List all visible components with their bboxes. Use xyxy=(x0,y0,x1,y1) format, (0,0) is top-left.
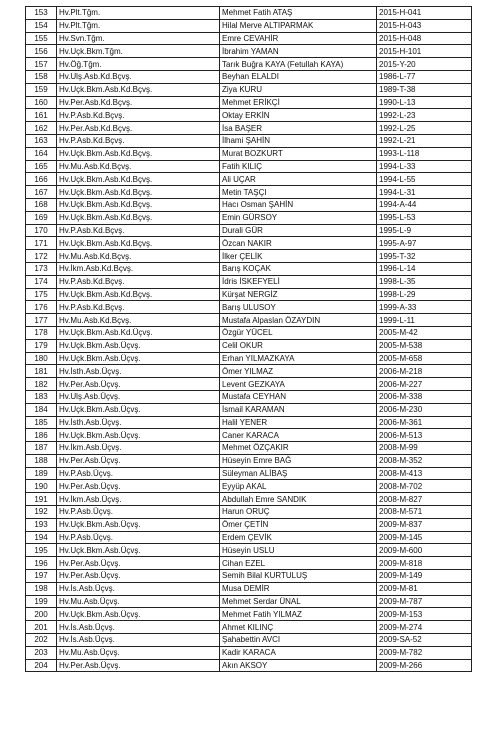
table-row xyxy=(26,262,472,275)
rank-cell: Hv.Per.Asb.Üçvş. xyxy=(57,480,220,493)
row-number-cell: 169 xyxy=(26,211,57,224)
full-name-cell: Beyhan ELALDI xyxy=(220,70,377,83)
row-number-cell: 189 xyxy=(26,467,57,480)
row-number-cell: 175 xyxy=(26,288,57,301)
rank-cell: Hv.İs.Asb.Üçvş. xyxy=(57,634,220,647)
full-name-cell: Murat BOZKURT xyxy=(220,147,377,160)
registry-number-cell: 1998-L-29 xyxy=(377,288,472,301)
rank-cell: Hv.Uçk.Bkm.Asb.Üçvş. xyxy=(57,608,220,621)
full-name-cell: Caner KARACA xyxy=(220,429,377,442)
full-name-cell: Barış ULUSOY xyxy=(220,301,377,314)
registry-number-cell: 2009-SA-52 xyxy=(377,634,472,647)
full-name-cell: İlhami ŞAHİN xyxy=(220,134,377,147)
registry-number-cell: 1995-A-97 xyxy=(377,237,472,250)
full-name-cell: Tarık Buğra KAYA (Fetullah KAYA) xyxy=(220,58,377,71)
registry-number-cell: 1994-L-33 xyxy=(377,160,472,173)
rank-cell: Hv.P.Asb.Kd.Bçvş. xyxy=(57,224,220,237)
row-number-cell: 154 xyxy=(26,19,57,32)
row-number-cell: 158 xyxy=(26,70,57,83)
full-name-cell: Süleyman ALİBAŞ xyxy=(220,467,377,480)
rank-cell: Hv.Mu.Asb.Kd.Bçvş. xyxy=(57,314,220,327)
registry-number-cell: 2008-M-99 xyxy=(377,442,472,455)
registry-number-cell: 2005-M-538 xyxy=(377,339,472,352)
full-name-cell: Abdullah Emre SANDIK xyxy=(220,493,377,506)
rank-cell: Hv.Uçk.Bkm.Asb.Kd.Üçvş. xyxy=(57,326,220,339)
registry-number-cell: 2015-H-048 xyxy=(377,32,472,45)
table-row xyxy=(26,83,472,96)
table-row xyxy=(26,173,472,186)
row-number-cell: 183 xyxy=(26,390,57,403)
rank-cell: Hv.İkm.Asb.Kd.Bçvş. xyxy=(57,262,220,275)
table-row xyxy=(26,224,472,237)
row-number-cell: 196 xyxy=(26,557,57,570)
rank-cell: Hv.Uçk.Bkm.Asb.Kd.Bçvş. xyxy=(57,83,220,96)
row-number-cell: 165 xyxy=(26,160,57,173)
row-number-cell: 171 xyxy=(26,237,57,250)
registry-number-cell: 2005-M-42 xyxy=(377,326,472,339)
full-name-cell: Eyyüp AKAL xyxy=(220,480,377,493)
full-name-cell: Ahmet KILINÇ xyxy=(220,621,377,634)
full-name-cell: Kürşat NERGİZ xyxy=(220,288,377,301)
registry-number-cell: 1986-L-77 xyxy=(377,70,472,83)
full-name-cell: Erdem ÇEVİK xyxy=(220,531,377,544)
registry-number-cell: 2005-M-658 xyxy=(377,352,472,365)
rank-cell: Hv.P.Asb.Üçvş. xyxy=(57,506,220,519)
row-number-cell: 184 xyxy=(26,403,57,416)
row-number-cell: 167 xyxy=(26,186,57,199)
table-row xyxy=(26,237,472,250)
row-number-cell: 199 xyxy=(26,595,57,608)
full-name-cell: Mehmet ERİKÇİ xyxy=(220,96,377,109)
row-number-cell: 200 xyxy=(26,608,57,621)
row-number-cell: 181 xyxy=(26,365,57,378)
rank-cell: Hv.Mu.Asb.Üçvş. xyxy=(57,646,220,659)
table-row xyxy=(26,250,472,263)
row-number-cell: 176 xyxy=(26,301,57,314)
table-row xyxy=(26,634,472,647)
row-number-cell: 160 xyxy=(26,96,57,109)
table-row xyxy=(26,659,472,672)
rank-cell: Hv.P.Asb.Kd.Bçvş. xyxy=(57,134,220,147)
registry-number-cell: 2006-M-361 xyxy=(377,416,472,429)
table-row xyxy=(26,134,472,147)
rank-cell: Hv.Uçk.Bkm.Asb.Kd.Bçvş. xyxy=(57,147,220,160)
table-row xyxy=(26,467,472,480)
row-number-cell: 180 xyxy=(26,352,57,365)
table-row xyxy=(26,275,472,288)
row-number-cell: 195 xyxy=(26,544,57,557)
full-name-cell: Levent GEZKAYA xyxy=(220,378,377,391)
row-number-cell: 155 xyxy=(26,32,57,45)
full-name-cell: Kadir KARACA xyxy=(220,646,377,659)
rank-cell: Hv.Per.Asb.Üçvş. xyxy=(57,557,220,570)
table-row xyxy=(26,32,472,45)
table-row xyxy=(26,288,472,301)
full-name-cell: Ömer ÇETİN xyxy=(220,518,377,531)
table-row xyxy=(26,109,472,122)
rank-cell: Hv.İs.Asb.Üçvş. xyxy=(57,582,220,595)
row-number-cell: 163 xyxy=(26,134,57,147)
full-name-cell: Ziya KURU xyxy=(220,83,377,96)
full-name-cell: Metin TAŞÇI xyxy=(220,186,377,199)
full-name-cell: Halil YENER xyxy=(220,416,377,429)
rank-cell: Hv.Uçk.Bkm.Asb.Üçvş. xyxy=(57,429,220,442)
rank-cell: Hv.Uçk.Bkm.Asb.Kd.Bçvş. xyxy=(57,198,220,211)
row-number-cell: 178 xyxy=(26,326,57,339)
registry-number-cell: 1995-L-53 xyxy=(377,211,472,224)
rank-cell: Hv.Uçk.Bkm.Asb.Üçvş. xyxy=(57,518,220,531)
rank-cell: Hv.P.Asb.Üçvş. xyxy=(57,531,220,544)
table-row xyxy=(26,544,472,557)
registry-number-cell: 2009-M-266 xyxy=(377,659,472,672)
registry-number-cell: 1999-A-33 xyxy=(377,301,472,314)
full-name-cell: İsa BAŞER xyxy=(220,122,377,135)
rank-cell: Hv.Ulş.Asb.Kd.Bçvş. xyxy=(57,70,220,83)
table-row xyxy=(26,403,472,416)
full-name-cell: İdris İSKEFYELİ xyxy=(220,275,377,288)
registry-number-cell: 2009-M-782 xyxy=(377,646,472,659)
row-number-cell: 153 xyxy=(26,7,57,20)
table-row xyxy=(26,582,472,595)
row-number-cell: 172 xyxy=(26,250,57,263)
row-number-cell: 166 xyxy=(26,173,57,186)
registry-number-cell: 1992-L-21 xyxy=(377,134,472,147)
registry-number-cell: 2009-M-818 xyxy=(377,557,472,570)
registry-number-cell: 2006-M-338 xyxy=(377,390,472,403)
row-number-cell: 197 xyxy=(26,570,57,583)
row-number-cell: 198 xyxy=(26,582,57,595)
registry-number-cell: 2009-M-837 xyxy=(377,518,472,531)
full-name-cell: Semih Bilal KURTULUŞ xyxy=(220,570,377,583)
rank-cell: Hv.Mu.Asb.Kd.Bçvş. xyxy=(57,250,220,263)
rank-cell: Hv.Plt.Tğm. xyxy=(57,19,220,32)
table-row xyxy=(26,70,472,83)
full-name-cell: Akın AKSOY xyxy=(220,659,377,672)
full-name-cell: Erhan YILMAZKAYA xyxy=(220,352,377,365)
registry-number-cell: 2009-M-274 xyxy=(377,621,472,634)
registry-number-cell: 2008-M-571 xyxy=(377,506,472,519)
table-row xyxy=(26,480,472,493)
registry-number-cell: 1995-T-32 xyxy=(377,250,472,263)
full-name-cell: Hacı Osman ŞAHİN xyxy=(220,198,377,211)
registry-number-cell: 2006-M-227 xyxy=(377,378,472,391)
full-name-cell: Emre CEVAHİR xyxy=(220,32,377,45)
row-number-cell: 190 xyxy=(26,480,57,493)
rank-cell: Hv.Per.Asb.Üçvş. xyxy=(57,659,220,672)
full-name-cell: Özcan NAKIR xyxy=(220,237,377,250)
rank-cell: Hv.Per.Asb.Kd.Bçvş. xyxy=(57,96,220,109)
full-name-cell: Şahabettin AVCI xyxy=(220,634,377,647)
registry-number-cell: 1994-A-44 xyxy=(377,198,472,211)
registry-number-cell: 1996-L-14 xyxy=(377,262,472,275)
table-row xyxy=(26,365,472,378)
row-number-cell: 202 xyxy=(26,634,57,647)
rank-cell: Hv.Uçk.Bkm.Asb.Kd.Bçvş. xyxy=(57,211,220,224)
row-number-cell: 188 xyxy=(26,454,57,467)
full-name-cell: Mustafa Alpaslan ÖZAYDIN xyxy=(220,314,377,327)
rank-cell: Hv.P.Asb.Üçvş. xyxy=(57,467,220,480)
table-row xyxy=(26,646,472,659)
table-row xyxy=(26,339,472,352)
rank-cell: Hv.Mu.Asb.Üçvş. xyxy=(57,595,220,608)
table-row xyxy=(26,186,472,199)
full-name-cell: Özgür YÜCEL xyxy=(220,326,377,339)
table-row xyxy=(26,7,472,20)
table-row xyxy=(26,58,472,71)
registry-number-cell: 2008-M-352 xyxy=(377,454,472,467)
row-number-cell: 156 xyxy=(26,45,57,58)
registry-number-cell: 2015-Y-20 xyxy=(377,58,472,71)
table-row xyxy=(26,314,472,327)
row-number-cell: 185 xyxy=(26,416,57,429)
registry-number-cell: 1999-L-11 xyxy=(377,314,472,327)
registry-number-cell: 1998-L-35 xyxy=(377,275,472,288)
rank-cell: Hv.Uçk.Bkm.Tğm. xyxy=(57,45,220,58)
rank-cell: Hv.Svn.Tğm. xyxy=(57,32,220,45)
table-row xyxy=(26,147,472,160)
table-row xyxy=(26,429,472,442)
rank-cell: Hv.Uçk.Bkm.Asb.Kd.Bçvş. xyxy=(57,237,220,250)
full-name-cell: Oktay ERKİN xyxy=(220,109,377,122)
registry-number-cell: 2009-M-600 xyxy=(377,544,472,557)
table-row xyxy=(26,595,472,608)
registry-number-cell: 1992-L-25 xyxy=(377,122,472,135)
row-number-cell: 157 xyxy=(26,58,57,71)
rank-cell: Hv.Uçk.Bkm.Asb.Üçvş. xyxy=(57,403,220,416)
rank-cell: Hv.İsth.Asb.Üçvş. xyxy=(57,365,220,378)
table-row xyxy=(26,506,472,519)
table-row xyxy=(26,557,472,570)
registry-number-cell: 1994-L-31 xyxy=(377,186,472,199)
registry-number-cell: 2015-H-101 xyxy=(377,45,472,58)
registry-number-cell: 2006-M-513 xyxy=(377,429,472,442)
row-number-cell: 192 xyxy=(26,506,57,519)
table-row xyxy=(26,493,472,506)
rank-cell: Hv.Öğ.Tğm. xyxy=(57,58,220,71)
row-number-cell: 170 xyxy=(26,224,57,237)
table-row xyxy=(26,531,472,544)
row-number-cell: 174 xyxy=(26,275,57,288)
table-row xyxy=(26,608,472,621)
row-number-cell: 186 xyxy=(26,429,57,442)
full-name-cell: Hilal Merve ALTIPARMAK xyxy=(220,19,377,32)
rank-cell: Hv.Uçk.Bkm.Asb.Üçvş. xyxy=(57,339,220,352)
rank-cell: Hv.Per.Asb.Üçvş. xyxy=(57,454,220,467)
registry-number-cell: 1993-L-118 xyxy=(377,147,472,160)
row-number-cell: 187 xyxy=(26,442,57,455)
registry-number-cell: 1990-L-13 xyxy=(377,96,472,109)
table-row xyxy=(26,621,472,634)
full-name-cell: Fatih KILIÇ xyxy=(220,160,377,173)
rank-cell: Hv.İkm.Asb.Üçvş. xyxy=(57,442,220,455)
personnel-table xyxy=(25,6,472,672)
row-number-cell: 173 xyxy=(26,262,57,275)
registry-number-cell: 2006-M-218 xyxy=(377,365,472,378)
rank-cell: Hv.P.Asb.Kd.Bçvş. xyxy=(57,109,220,122)
rank-cell: Hv.Uçk.Bkm.Asb.Üçvş. xyxy=(57,544,220,557)
row-number-cell: 161 xyxy=(26,109,57,122)
rank-cell: Hv.Uçk.Bkm.Asb.Üçvş. xyxy=(57,352,220,365)
full-name-cell: Ali UÇAR xyxy=(220,173,377,186)
rank-cell: Hv.Mu.Asb.Kd.Bçvş. xyxy=(57,160,220,173)
table-row xyxy=(26,390,472,403)
table-row xyxy=(26,19,472,32)
full-name-cell: İsmail KARAMAN xyxy=(220,403,377,416)
rank-cell: Hv.P.Asb.Kd.Bçvş. xyxy=(57,301,220,314)
full-name-cell: Emin GÜRSOY xyxy=(220,211,377,224)
full-name-cell: Durali GÜR xyxy=(220,224,377,237)
rank-cell: Hv.İs.Asb.Üçvş. xyxy=(57,621,220,634)
row-number-cell: 177 xyxy=(26,314,57,327)
table-row xyxy=(26,454,472,467)
registry-number-cell: 2009-M-145 xyxy=(377,531,472,544)
rank-cell: Hv.Uçk.Bkm.Asb.Kd.Bçvş. xyxy=(57,173,220,186)
registry-number-cell: 1989-T-38 xyxy=(377,83,472,96)
table-row xyxy=(26,416,472,429)
registry-number-cell: 2009-M-81 xyxy=(377,582,472,595)
row-number-cell: 203 xyxy=(26,646,57,659)
full-name-cell: İbrahim YAMAN xyxy=(220,45,377,58)
personnel-table-body xyxy=(26,7,472,672)
row-number-cell: 182 xyxy=(26,378,57,391)
rank-cell: Hv.Plt.Tğm. xyxy=(57,7,220,20)
table-row xyxy=(26,442,472,455)
table-row xyxy=(26,45,472,58)
personnel-list-document xyxy=(25,6,463,672)
full-name-cell: Barış KOÇAK xyxy=(220,262,377,275)
full-name-cell: Mehmet ÖZÇAKIR xyxy=(220,442,377,455)
rank-cell: Hv.Uçk.Bkm.Asb.Kd.Bçvş. xyxy=(57,186,220,199)
table-row xyxy=(26,570,472,583)
row-number-cell: 159 xyxy=(26,83,57,96)
full-name-cell: İlker ÇELİK xyxy=(220,250,377,263)
rank-cell: Hv.Per.Asb.Üçvş. xyxy=(57,378,220,391)
table-row xyxy=(26,518,472,531)
table-row xyxy=(26,211,472,224)
table-row xyxy=(26,160,472,173)
row-number-cell: 179 xyxy=(26,339,57,352)
row-number-cell: 204 xyxy=(26,659,57,672)
full-name-cell: Cihan EZEL xyxy=(220,557,377,570)
full-name-cell: Mehmet Serdar ÜNAL xyxy=(220,595,377,608)
row-number-cell: 168 xyxy=(26,198,57,211)
full-name-cell: Hüseyin USLU xyxy=(220,544,377,557)
registry-number-cell: 2015-H-043 xyxy=(377,19,472,32)
full-name-cell: Ömer YILMAZ xyxy=(220,365,377,378)
full-name-cell: Hüseyin Emre BAĞ xyxy=(220,454,377,467)
row-number-cell: 191 xyxy=(26,493,57,506)
row-number-cell: 201 xyxy=(26,621,57,634)
table-row xyxy=(26,122,472,135)
table-row xyxy=(26,352,472,365)
registry-number-cell: 1995-L-9 xyxy=(377,224,472,237)
registry-number-cell: 2009-M-153 xyxy=(377,608,472,621)
registry-number-cell: 2008-M-702 xyxy=(377,480,472,493)
registry-number-cell: 2006-M-230 xyxy=(377,403,472,416)
full-name-cell: Musa DEMİR xyxy=(220,582,377,595)
rank-cell: Hv.İsth.Asb.Üçvş. xyxy=(57,416,220,429)
row-number-cell: 193 xyxy=(26,518,57,531)
row-number-cell: 164 xyxy=(26,147,57,160)
rank-cell: Hv.Per.Asb.Üçvş. xyxy=(57,570,220,583)
full-name-cell: Celil OKUR xyxy=(220,339,377,352)
table-row xyxy=(26,378,472,391)
rank-cell: Hv.Per.Asb.Kd.Bçvş. xyxy=(57,122,220,135)
full-name-cell: Mustafa CEYHAN xyxy=(220,390,377,403)
rank-cell: Hv.Uçk.Bkm.Asb.Kd.Bçvş. xyxy=(57,288,220,301)
row-number-cell: 162 xyxy=(26,122,57,135)
registry-number-cell: 2015-H-041 xyxy=(377,7,472,20)
registry-number-cell: 2009-M-787 xyxy=(377,595,472,608)
registry-number-cell: 2009-M-149 xyxy=(377,570,472,583)
row-number-cell: 194 xyxy=(26,531,57,544)
rank-cell: Hv.P.Asb.Kd.Bçvş. xyxy=(57,275,220,288)
rank-cell: Hv.İkm.Asb.Üçvş. xyxy=(57,493,220,506)
registry-number-cell: 1994-L-55 xyxy=(377,173,472,186)
table-row xyxy=(26,301,472,314)
full-name-cell: Mehmet Fatih ATAŞ xyxy=(220,7,377,20)
table-row xyxy=(26,198,472,211)
full-name-cell: Mehmet Fatih YILMAZ xyxy=(220,608,377,621)
table-row xyxy=(26,326,472,339)
registry-number-cell: 2008-M-827 xyxy=(377,493,472,506)
table-row xyxy=(26,96,472,109)
full-name-cell: Harun ORUÇ xyxy=(220,506,377,519)
registry-number-cell: 2008-M-413 xyxy=(377,467,472,480)
registry-number-cell: 1992-L-23 xyxy=(377,109,472,122)
rank-cell: Hv.Ulş.Asb.Üçvş. xyxy=(57,390,220,403)
